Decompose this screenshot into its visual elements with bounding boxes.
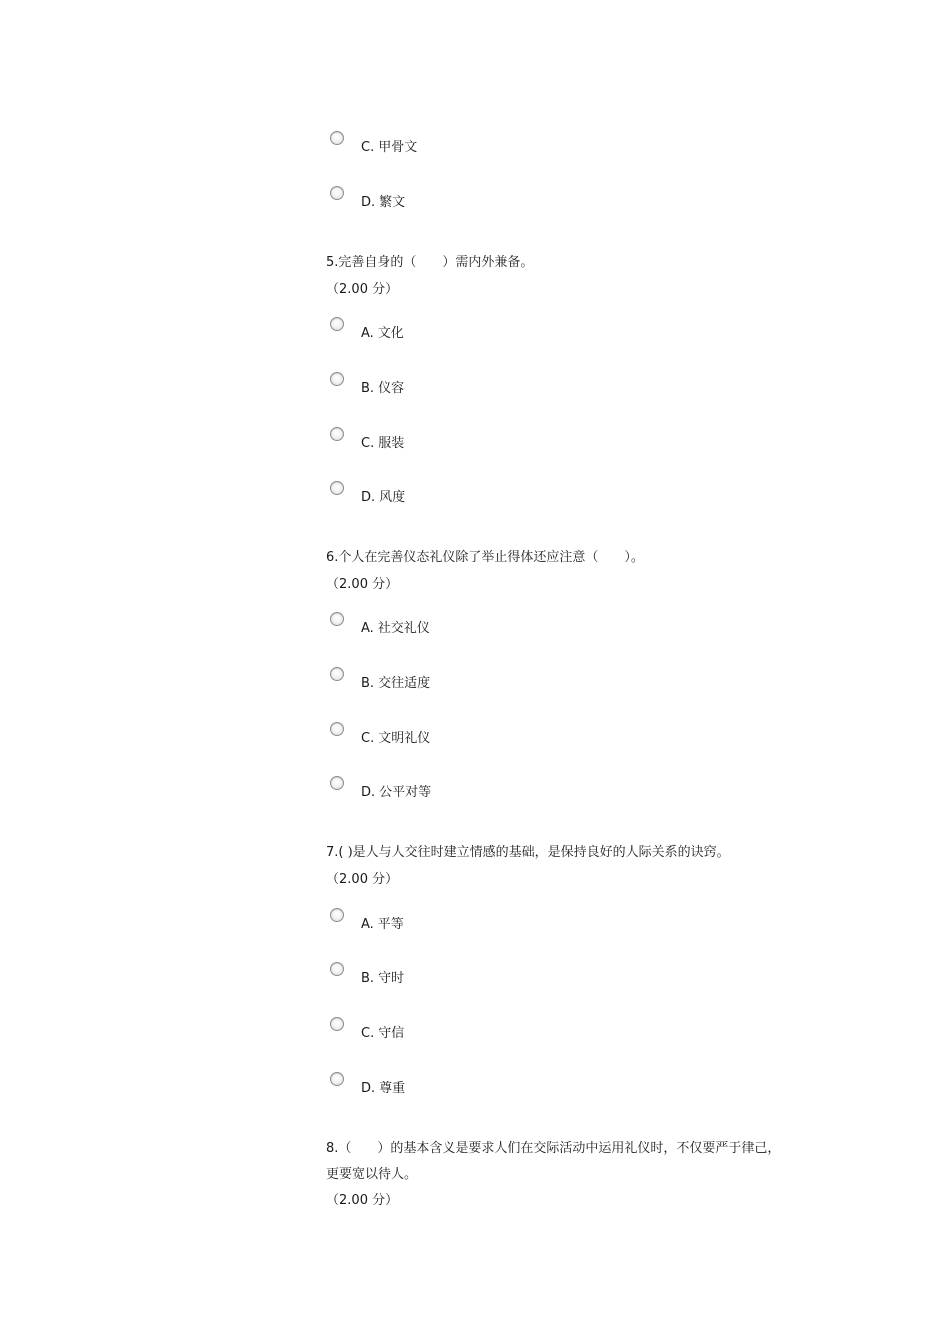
q4-option-c[interactable]: C. 甲骨文 xyxy=(361,140,418,155)
q6-option-c-radio[interactable] xyxy=(330,722,344,736)
q5-option-c-radio[interactable] xyxy=(330,427,344,441)
q7-option-d-radio[interactable] xyxy=(330,1072,344,1086)
q6-score: （2.00 分） xyxy=(326,577,399,592)
q7-option-a-radio[interactable] xyxy=(330,908,344,922)
q5-option-d-radio[interactable] xyxy=(330,481,344,495)
q5-score: （2.00 分） xyxy=(326,282,399,297)
q6-option-a[interactable]: A. 社交礼仪 xyxy=(361,621,430,636)
q6-option-a-radio[interactable] xyxy=(330,612,344,626)
q8-prompt-line-2: 更要宽以待人。 xyxy=(326,1167,418,1182)
q6-option-b-radio[interactable] xyxy=(330,667,344,681)
q5-option-c[interactable]: C. 服装 xyxy=(361,436,405,451)
q7-option-a[interactable]: A. 平等 xyxy=(361,917,404,932)
q8-prompt-line-1: 8.（ ）的基本含义是要求人们在交际活动中运用礼仪时，不仅要严于律己， xyxy=(326,1141,781,1156)
q5-option-b[interactable]: B. 仪容 xyxy=(361,381,405,396)
q7-option-c-radio[interactable] xyxy=(330,1017,344,1031)
q6-option-c[interactable]: C. 文明礼仪 xyxy=(361,731,431,746)
q6-option-b[interactable]: B. 交往适度 xyxy=(361,676,431,691)
q7-option-b-radio[interactable] xyxy=(330,962,344,976)
q5-option-b-radio[interactable] xyxy=(330,372,344,386)
q6-option-d-radio[interactable] xyxy=(330,776,344,790)
q7-option-b[interactable]: B. 守时 xyxy=(361,971,405,986)
q5-option-a[interactable]: A. 文化 xyxy=(361,326,404,341)
q6-prompt: 6.个人在完善仪态礼仪除了举止得体还应注意（ ）。 xyxy=(326,550,644,565)
q8-score: （2.00 分） xyxy=(326,1193,399,1208)
q7-prompt: 7.( )是人与人交往时建立情感的基础，是保持良好的人际关系的诀窍。 xyxy=(326,845,730,860)
q4-option-d[interactable]: D. 繁文 xyxy=(361,195,406,210)
q5-option-a-radio[interactable] xyxy=(330,317,344,331)
q4-option-d-radio[interactable] xyxy=(330,186,344,200)
q4-option-c-radio[interactable] xyxy=(330,131,344,145)
q6-option-d[interactable]: D. 公平对等 xyxy=(361,785,432,800)
q5-option-d[interactable]: D. 风度 xyxy=(361,490,406,505)
q7-option-c[interactable]: C. 守信 xyxy=(361,1026,405,1041)
q7-option-d[interactable]: D. 尊重 xyxy=(361,1081,406,1096)
q7-score: （2.00 分） xyxy=(326,872,399,887)
q5-prompt: 5.完善自身的（ ）需内外兼备。 xyxy=(326,255,534,270)
